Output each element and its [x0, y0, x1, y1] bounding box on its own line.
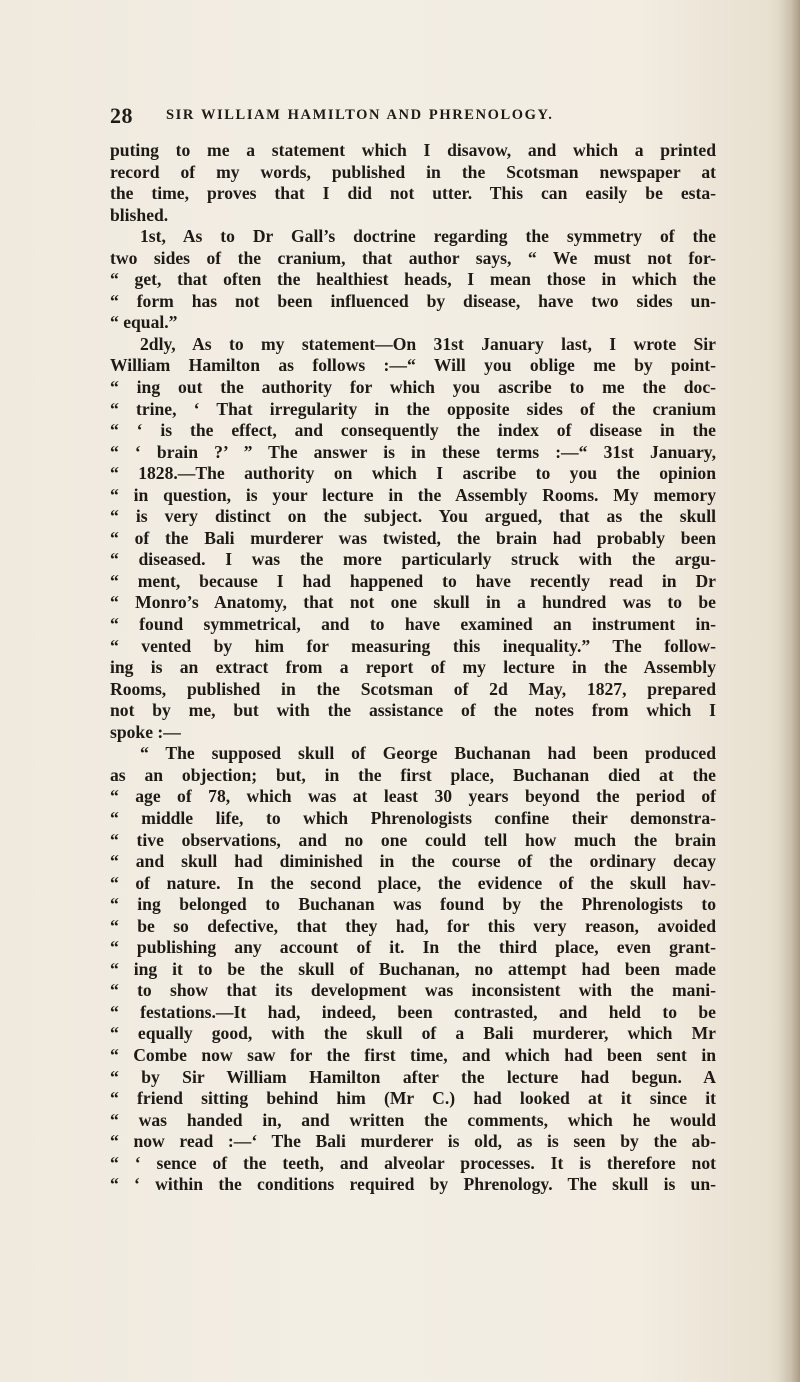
text-line: puting to me a statement which I disavow, and which a printed [110, 140, 716, 160]
text-line: “ publishing any account of it. In the third place, even grant- [110, 937, 716, 958]
text-line: not by me, but with the assistance of the notes from which I [110, 700, 716, 721]
text-line: “ now read :—‘ The Bali murderer is old, as is seen by the ab- [110, 1131, 716, 1152]
text-line: “ was handed in, and written the comments, which he would [110, 1109, 716, 1130]
text-line: “ ing belonged to Buchanan was found by the Phrenologists to [110, 894, 716, 915]
text-line: “ trine, ‘ That irregularity in the opposite sides of the cranium [110, 398, 716, 419]
text-line: 1st, As to Dr Gall’s doctrine regarding the symmetry of the [140, 226, 716, 247]
text-line: two sides of the cranium, that author says, “ We must not for- [110, 247, 716, 268]
text-line: ing is an extract from a report of my lecture in the Assembly [110, 657, 716, 678]
text-line: “ age of 78, which was at least 30 years beyond the period of [110, 786, 716, 807]
text-line: William Hamilton as follows :—“ Will you oblige me by point- [110, 355, 716, 376]
text-line: “ ment, because I had happened to have recently read in Dr [110, 570, 716, 591]
page-edge-shadow [778, 0, 800, 1382]
text-line: “ and skull had diminished in the course of the ordinary decay [110, 851, 716, 872]
text-line: spoke :— [110, 721, 181, 742]
text-line: “ ‘ is the effect, and consequently the index of disease in the [110, 420, 716, 441]
text-line: “ is very distinct on the subject. You argued, that as the skull [110, 506, 716, 527]
text-line: “ vented by him for measuring this inequality.” The follow- [110, 635, 716, 656]
text-line: “ middle life, to which Phrenologists confine their demonstra- [110, 807, 716, 828]
page-header [110, 103, 710, 127]
text-line: “ ing it to be the skull of Buchanan, no attempt had been made [110, 958, 716, 979]
running-title: SIR WILLIAM HAMILTON AND PHRENOLOGY. [166, 107, 554, 123]
text-line: “ of nature. In the second place, the evidence of the skull hav- [110, 872, 716, 893]
text-line: “ tive observations, and no one could tell how much the brain [110, 829, 716, 850]
text-line: the time, proves that I did not utter. This can easily be esta- [110, 183, 716, 204]
text-line: “ ‘ brain ?’ ” The answer is in these terms :—“ 31st January, [110, 441, 716, 462]
text-line: “ Monro’s Anatomy, that not one skull in a hundred was to be [110, 592, 716, 613]
text-line: “ ‘ sence of the teeth, and alveolar processes. It is therefore not [110, 1152, 716, 1173]
text-line: “ get, that often the healthiest heads, I mean those in which the [110, 269, 716, 290]
text-line: “ Combe now saw for the first time, and which had been sent in [110, 1044, 716, 1065]
text-line: “ festations.—It had, indeed, been contrasted, and held to be [110, 1001, 716, 1022]
text-line: “ ‘ within the conditions required by Phrenology. The skull is un- [110, 1174, 716, 1195]
page-number: 28 [110, 103, 133, 128]
text-line: “ form has not been influenced by disease, have two sides un- [110, 290, 716, 311]
text-line: 2dly, As to my statement—On 31st January last, I wrote Sir [140, 333, 716, 354]
text-line: “ to show that its development was inconsistent with the mani- [110, 980, 716, 1001]
body-text [110, 140, 716, 1196]
text-line: “ of the Bali murderer was twisted, the brain had probably been [110, 527, 716, 548]
text-line: “ The supposed skull of George Buchanan had been produced [140, 743, 716, 764]
text-line: “ in question, is your lecture in the Assembly Rooms. My memory [110, 484, 716, 505]
text-line: record of my words, published in the Scotsman newspaper at [110, 161, 716, 182]
text-line: “ 1828.—The authority on which I ascribe to you the opinion [110, 463, 716, 484]
text-line: “ by Sir William Hamilton after the lecture had begun. A [110, 1066, 716, 1087]
text-line: “ equally good, with the skull of a Bali murderer, which Mr [110, 1023, 716, 1044]
text-line: “ be so defective, that they had, for this very reason, avoided [110, 915, 716, 936]
text-line: “ equal.” [110, 312, 178, 333]
text-line: Rooms, published in the Scotsman of 2d May, 1827, prepared [110, 678, 716, 699]
text-line: “ friend sitting behind him (Mr C.) had looked at it since it [110, 1088, 716, 1109]
text-line: “ diseased. I was the more particularly struck with the argu- [110, 549, 716, 570]
text-line: “ found symmetrical, and to have examined an instrument in- [110, 614, 716, 635]
text-line: blished. [110, 204, 169, 225]
text-line: as an objection; but, in the first place, Buchanan died at the [110, 764, 716, 785]
text-line: “ ing out the authority for which you ascribe to me the doc- [110, 377, 716, 398]
